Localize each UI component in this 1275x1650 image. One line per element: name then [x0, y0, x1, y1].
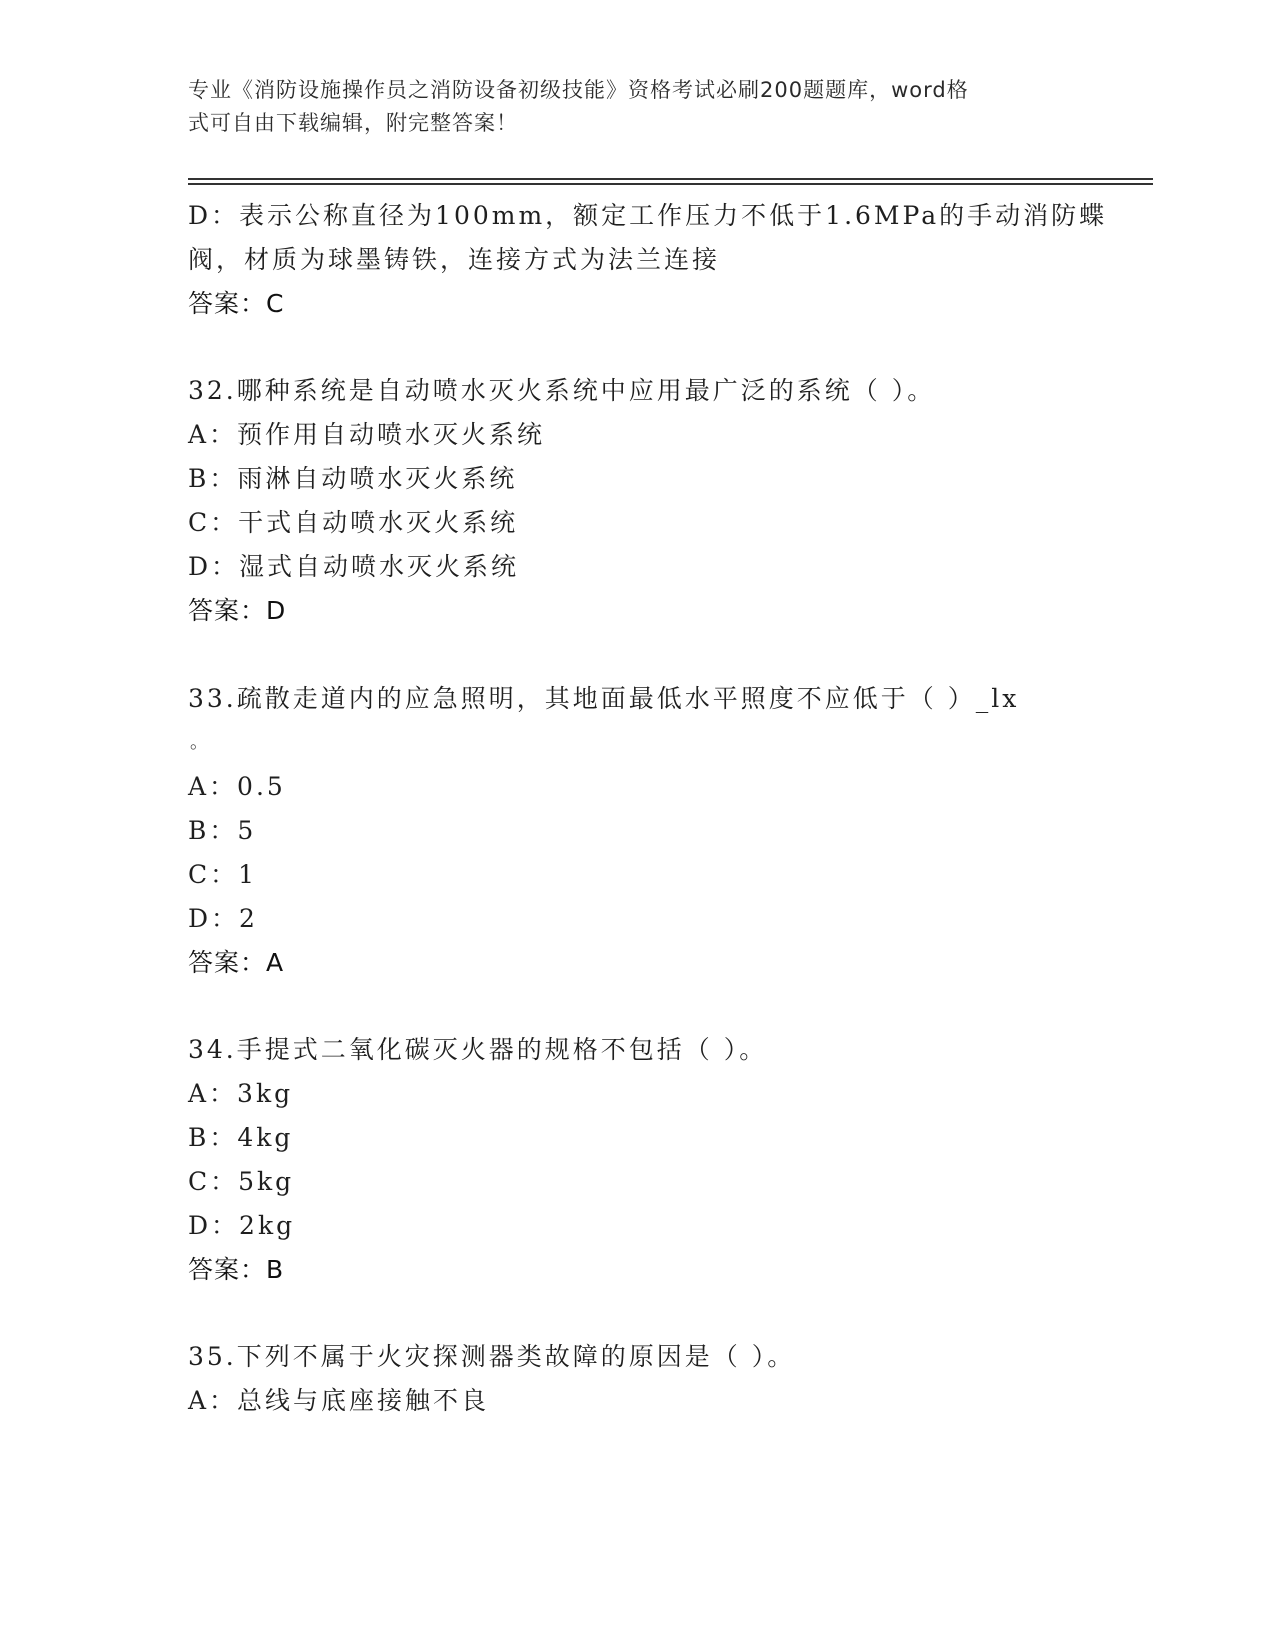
- question-34-option-c: C：5kg: [188, 1167, 295, 1196]
- question-33-text-tail: 。: [190, 732, 208, 753]
- document-header: [188, 74, 1088, 140]
- header-divider-bottom: [188, 183, 1153, 185]
- question-32-option-b: B：雨淋自动喷水灭火系统: [188, 464, 518, 493]
- carryover-answer: 答案：C: [188, 289, 285, 318]
- question-33-option-a: A：0.5: [188, 772, 286, 801]
- carryover-option-d-line1: D：表示公称直径为100mm，额定工作压力不低于1.6MPa的手动消防蝶: [188, 201, 1108, 230]
- question-33-text: 33.疏散走道内的应急照明，其地面最低水平照度不应低于（ ）_lx: [188, 684, 1020, 713]
- header-line-2: 式可自由下载编辑，附完整答案！: [188, 111, 518, 135]
- question-32-option-a: A：预作用自动喷水灭火系统: [188, 420, 546, 449]
- question-32-option-d: D：湿式自动喷水灭火系统: [188, 552, 520, 581]
- question-35-option-a: A：总线与底座接触不良: [188, 1386, 490, 1415]
- question-34-option-b: B：4kg: [188, 1123, 294, 1152]
- question-32-option-c: C：干式自动喷水灭火系统: [188, 508, 519, 537]
- question-33-option-d: D：2: [188, 904, 258, 933]
- question-33-option-c: C：1: [188, 860, 258, 889]
- question-32-text: 32.哪种系统是自动喷水灭火系统中应用最广泛的系统（ ）。: [188, 376, 936, 405]
- question-34-option-a: A：3kg: [188, 1079, 294, 1108]
- question-34-option-d: D：2kg: [188, 1211, 296, 1240]
- question-32-answer: 答案：D: [188, 596, 287, 625]
- header-divider-top: [188, 178, 1153, 180]
- question-33-answer: 答案：A: [188, 948, 285, 977]
- carryover-option-d-line2: 阀，材质为球墨铸铁，连接方式为法兰连接: [188, 245, 721, 274]
- question-33-option-b: B：5: [188, 816, 257, 845]
- question-35-text: 35.下列不属于火灾探测器类故障的原因是（ ）。: [188, 1342, 796, 1371]
- question-34-text: 34.手提式二氧化碳灭火器的规格不包括（ ）。: [188, 1035, 768, 1064]
- header-line-1: 专业《消防设施操作员之消防设备初级技能》资格考试必刷200题题库，word格: [188, 78, 969, 102]
- question-34-answer: 答案：B: [188, 1255, 285, 1284]
